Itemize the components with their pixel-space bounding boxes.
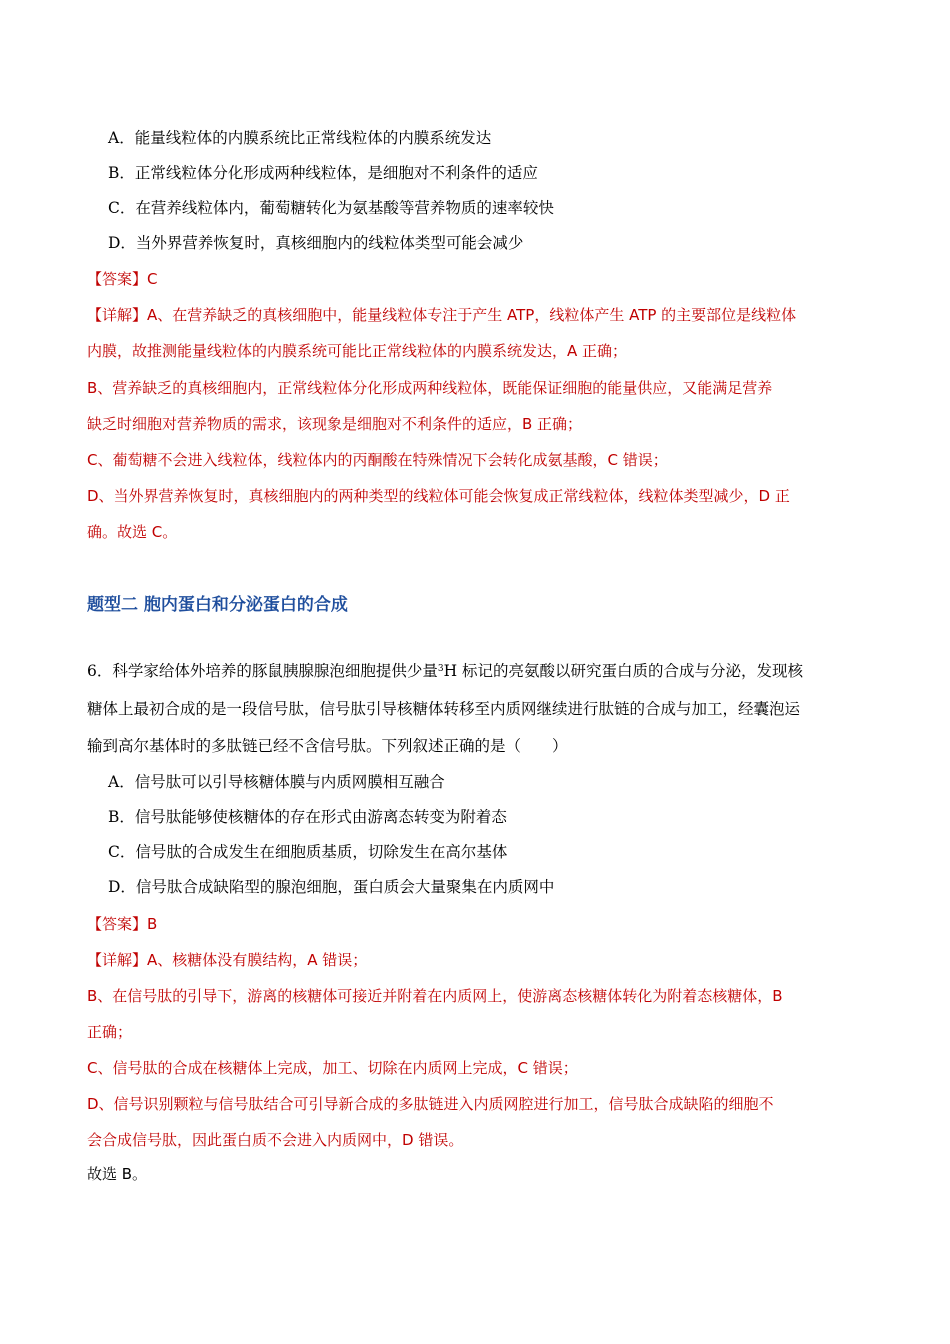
q5-option-b: B．正常线粒体分化形成两种线粒体，是细胞对不利条件的适应: [108, 164, 538, 182]
q5-explanation-line: 【详解】A、在营养缺乏的真核细胞中，能量线粒体专注于产生 ATP，线粒体产生 ATP 的主要部位是线粒体: [87, 306, 797, 324]
q6-stem-part: 6．科学家给体外培养的豚鼠胰腺腺泡细胞提供少量: [87, 662, 438, 680]
q6-explanation-line: C、信号肽的合成在核糖体上完成，加工、切除在内质网上完成，C 错误；: [87, 1059, 578, 1077]
q5-option-c: C．在营养线粒体内，葡萄糖转化为氨基酸等营养物质的速率较快: [108, 199, 554, 217]
q5-explanation-line: B、营养缺乏的真核细胞内，正常线粒体分化形成两种线粒体，既能保证细胞的能量供应，又能满足营养: [87, 379, 773, 397]
q6-option-d: D．信号肽合成缺陷型的腺泡细胞，蛋白质会大量聚集在内质网中: [108, 878, 555, 896]
q5-option-a: A．能量线粒体的内膜系统比正常线粒体的内膜系统发达: [108, 129, 492, 147]
q6-stem-line: 输到高尔基体时的多肽链已经不含信号肽。下列叙述正确的是（ ）: [87, 737, 568, 755]
section-heading: 题型二 胞内蛋白和分泌蛋白的合成: [87, 595, 348, 615]
q6-explanation-line: B、在信号肽的引导下，游离的核糖体可接近并附着在内质网上，使游离态核糖体转化为附着态核糖体，B: [87, 987, 783, 1005]
q6-explanation-line: 正确；: [87, 1023, 133, 1041]
q6-stem-superscript: 3: [437, 664, 444, 674]
q5-option-d: D．当外界营养恢复时，真核细胞内的线粒体类型可能会减少: [108, 234, 524, 252]
q6-stem-part: H 标记的亮氨酸以研究蛋白质的合成与分泌，发现核: [443, 662, 804, 680]
q5-answer: 【答案】C: [87, 270, 158, 288]
q6-option-c: C．信号肽的合成发生在细胞质基质，切除发生在高尔基体: [108, 843, 508, 861]
q6-option-a: A．信号肽可以引导核糖体膜与内质网膜相互融合: [108, 773, 445, 791]
q6-explanation-line: 【详解】A、核糖体没有膜结构，A 错误；: [87, 951, 368, 969]
q5-explanation-line: 确。故选 C。: [87, 523, 178, 541]
q6-option-b: B．信号肽能够使核糖体的存在形式由游离态转变为附着态: [108, 808, 507, 826]
q5-explanation-line: 缺乏时细胞对营养物质的需求，该现象是细胞对不利条件的适应，B 正确；: [87, 415, 583, 433]
q5-explanation-line: D、当外界营养恢复时，真核细胞内的两种类型的线粒体可能会恢复成正常线粒体，线粒体类型减少，D 正: [87, 487, 790, 505]
q6-answer: 【答案】B: [87, 915, 158, 933]
q6-stem-line: [87, 661, 803, 681]
q6-stem-line: 糖体上最初合成的是一段信号肽，信号肽引导核糖体转移至内质网继续进行肽链的合成与加工，经囊泡运: [87, 700, 801, 718]
q6-explanation-line: 会合成信号肽，因此蛋白质不会进入内质网中，D 错误。: [87, 1131, 464, 1149]
q6-explanation-line: D、信号识别颗粒与信号肽结合可引导新合成的多肽链进入内质网腔进行加工，信号肽合成缺陷的细胞不: [87, 1095, 774, 1113]
q6-conclusion: 故选 B。: [87, 1165, 148, 1183]
q5-explanation-line: C、葡萄糖不会进入线粒体，线粒体内的丙酮酸在特殊情况下会转化成氨基酸，C 错误；: [87, 451, 668, 469]
q5-explanation-line: 内膜，故推测能量线粒体的内膜系统可能比正常线粒体的内膜系统发达，A 正确；: [87, 342, 628, 360]
